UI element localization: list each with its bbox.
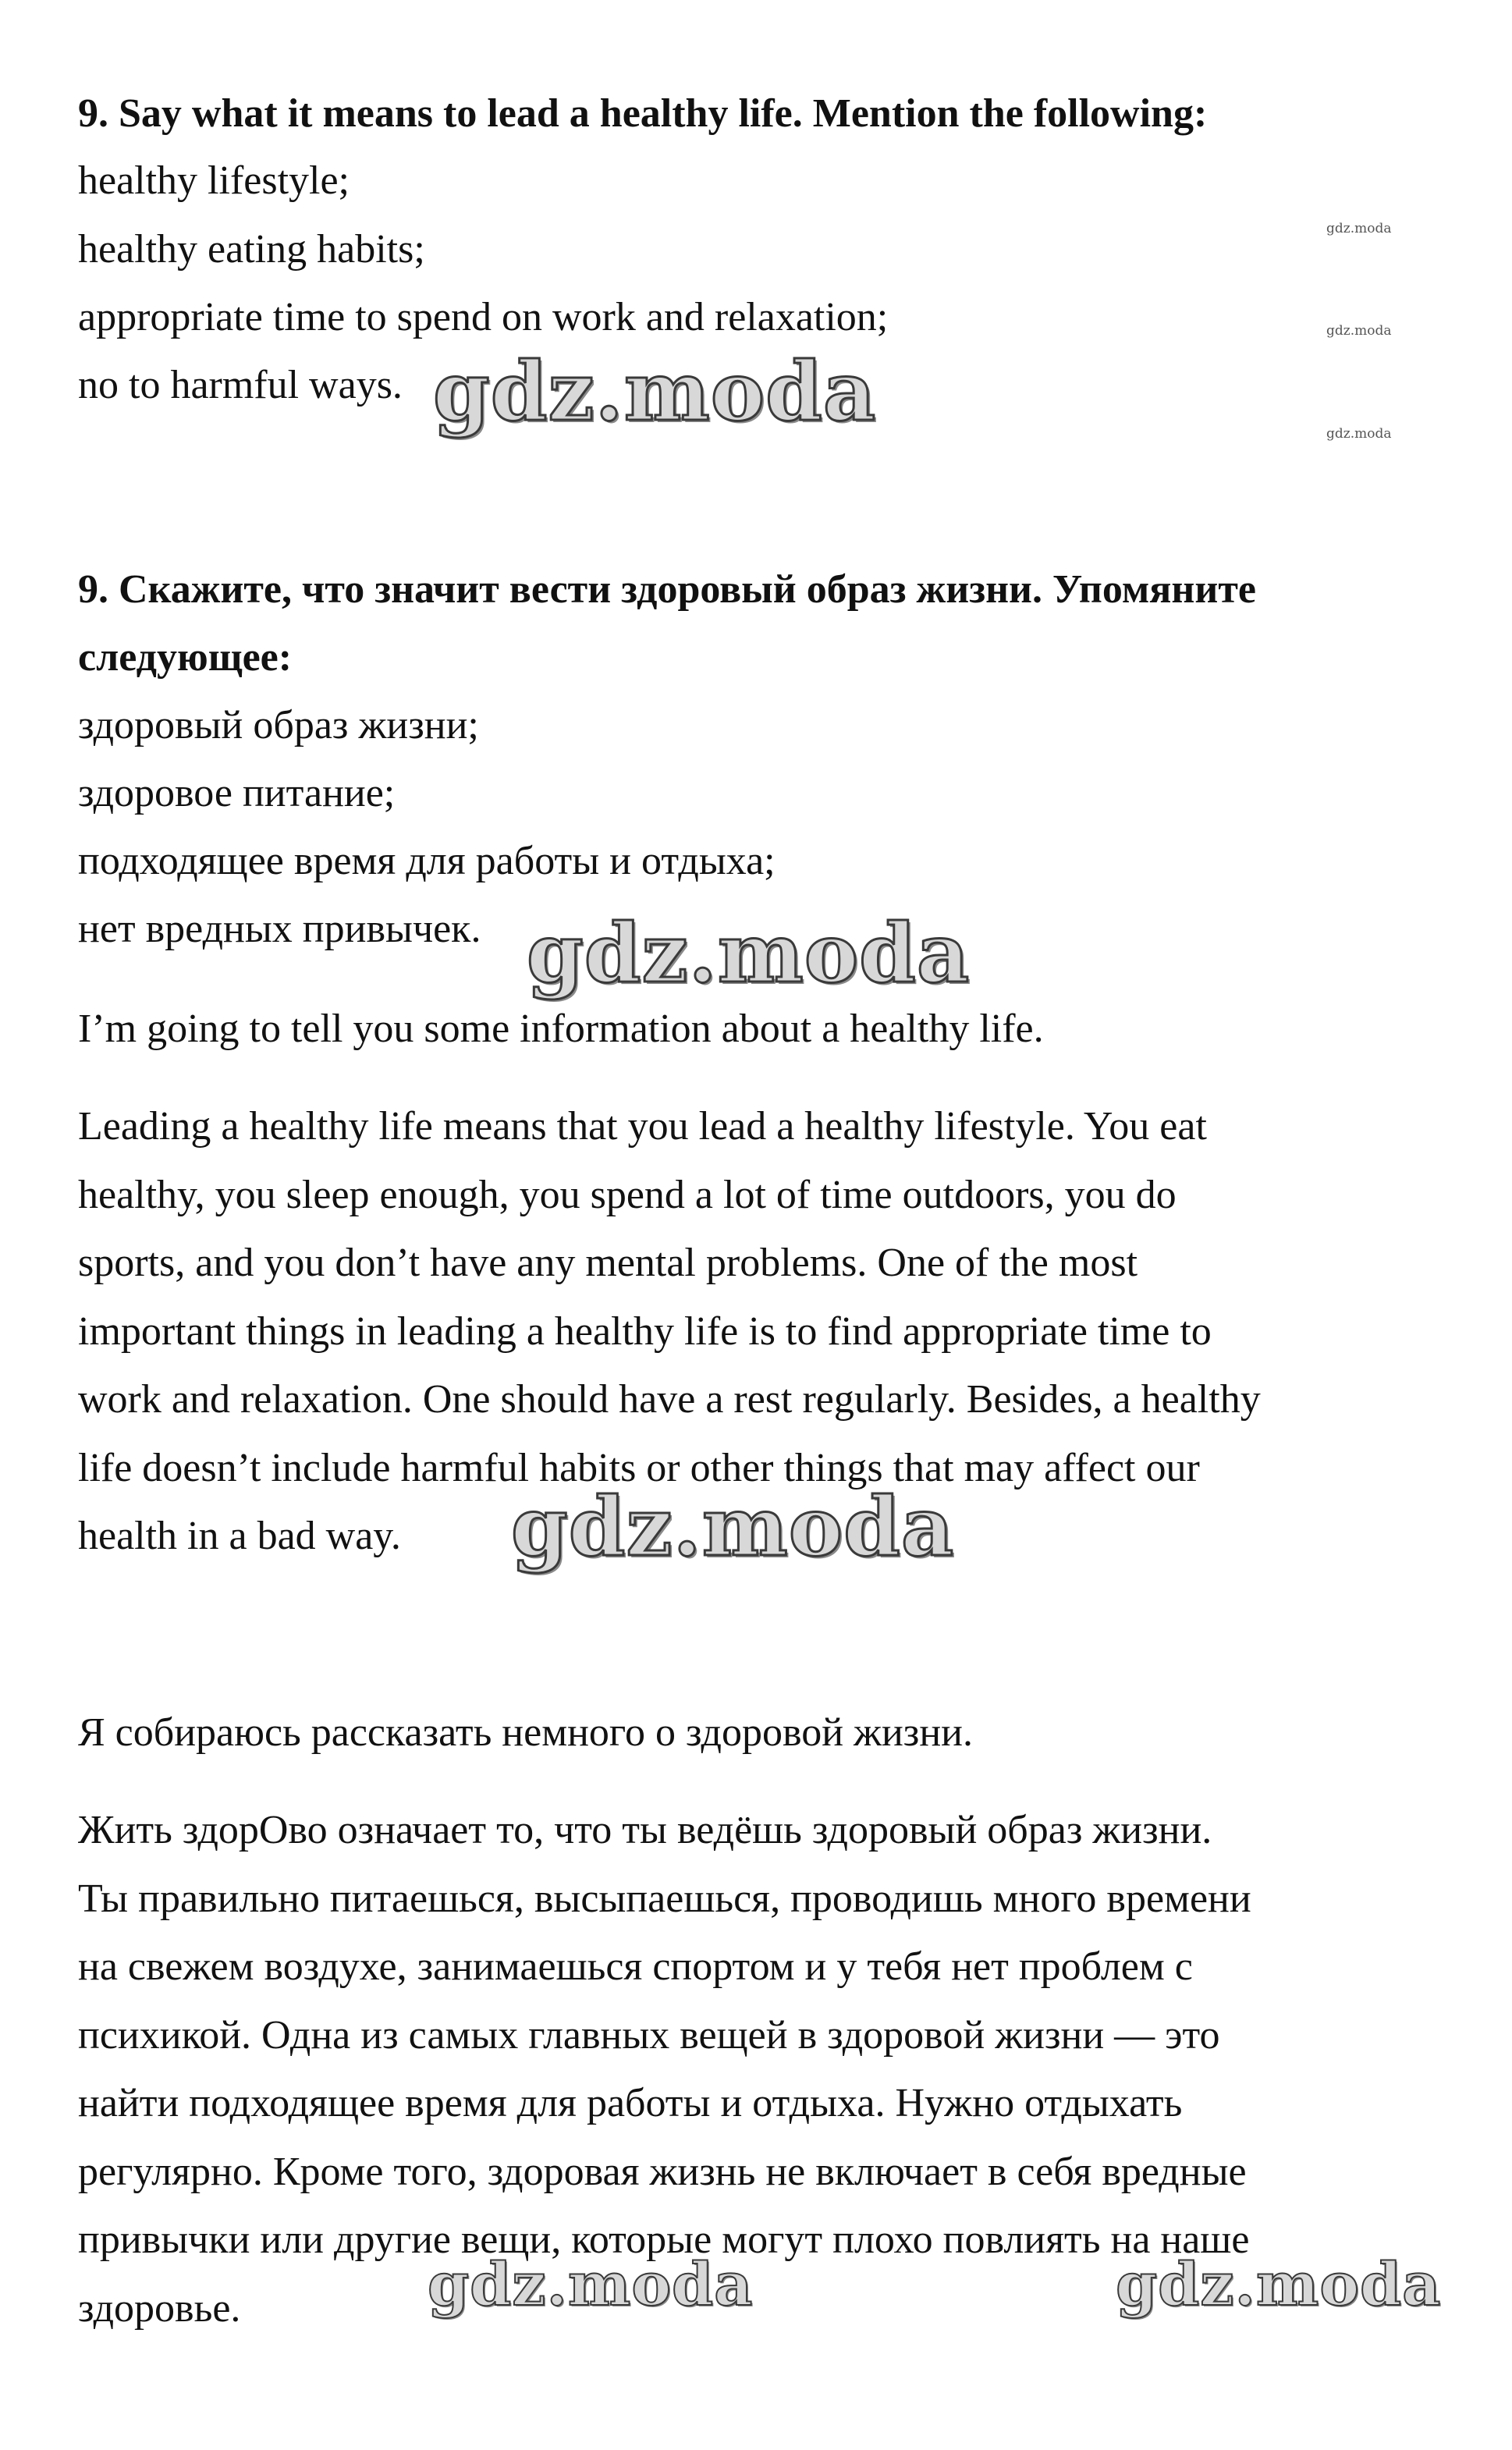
russian-task-item: здоровый образ жизни; (78, 703, 479, 747)
russian-answer-line: найти подходящее время для работы и отдыха. Нужно отдыхать (78, 2081, 1183, 2125)
russian-answer-intro: Я собираюсь рассказать немного о здоровой жизни. (78, 1710, 973, 1755)
english-task-item: healthy eating habits; (78, 227, 425, 272)
russian-answer-line: психикой. Одна из самых главных вещей в здоровой жизни — это (78, 2013, 1220, 2058)
english-answer-line: sports, and you don’t have any mental problems. One of the most (78, 1241, 1138, 1285)
russian-task-item: здоровое питание; (78, 771, 396, 815)
russian-answer-line: на свежем воздухе, занимаешься спортом и у тебя нет проблем с (78, 1944, 1193, 1989)
watermark-large: gdz.moda (1116, 2249, 1442, 2319)
watermark-large: gdz.moda (527, 905, 971, 1001)
english-answer-line: important things in leading a healthy life is to find appropriate time to (78, 1309, 1212, 1354)
russian-answer-line: Ты правильно питаешься, высыпаешься, проводишь много времени (78, 1877, 1251, 1921)
watermark-large: gdz.moda (433, 343, 877, 439)
english-task-item: healthy lifestyle; (78, 158, 350, 203)
english-answer-line: life doesn’t include harmful habits or other things that may affect our (78, 1446, 1200, 1490)
russian-task-item: подходящее время для работы и отдыха; (78, 839, 776, 883)
english-answer-line: healthy, you sleep enough, you spend a lot of time outdoors, you do (78, 1173, 1177, 1217)
english-answer-line: work and relaxation. One should have a rest regularly. Besides, a healthy (78, 1377, 1261, 1422)
russian-answer-line: здоровье. (78, 2286, 241, 2331)
watermark-small: gdz.moda (1326, 323, 1392, 339)
watermark-large: gdz.moda (511, 1479, 955, 1575)
english-answer-line: Leading a healthy life means that you lead a healthy lifestyle. You eat (78, 1104, 1207, 1149)
russian-answer-line: регулярно. Кроме того, здоровая жизнь не включает в себя вредные (78, 2150, 1247, 2194)
russian-answer-line: привычки или другие вещи, которые могут плохо повлиять на наше (78, 2217, 1250, 2262)
russian-task-heading: 9. Скажите, что значит вести здоровый образ жизни. Упомяните (78, 567, 1256, 612)
english-answer-line: health in a bad way. (78, 1514, 401, 1558)
russian-task-heading-cont: следующее: (78, 635, 293, 680)
russian-answer-line: Жить здорОво означает то, что ты ведёшь здоровый образ жизни. (78, 1808, 1212, 1852)
english-task-item: appropriate time to spend on work and relaxation; (78, 295, 889, 339)
english-task-heading: 9. Say what it means to lead a healthy life. Mention the following: (78, 91, 1208, 136)
english-task-item: no to harmful ways. (78, 363, 403, 407)
watermark-small: gdz.moda (1326, 426, 1392, 442)
russian-task-item: нет вредных привычек. (78, 907, 481, 951)
english-answer-intro: I’m going to tell you some information about a healthy life. (78, 1007, 1044, 1051)
watermark-large: gdz.moda (428, 2249, 754, 2319)
watermark-small: gdz.moda (1326, 221, 1392, 236)
